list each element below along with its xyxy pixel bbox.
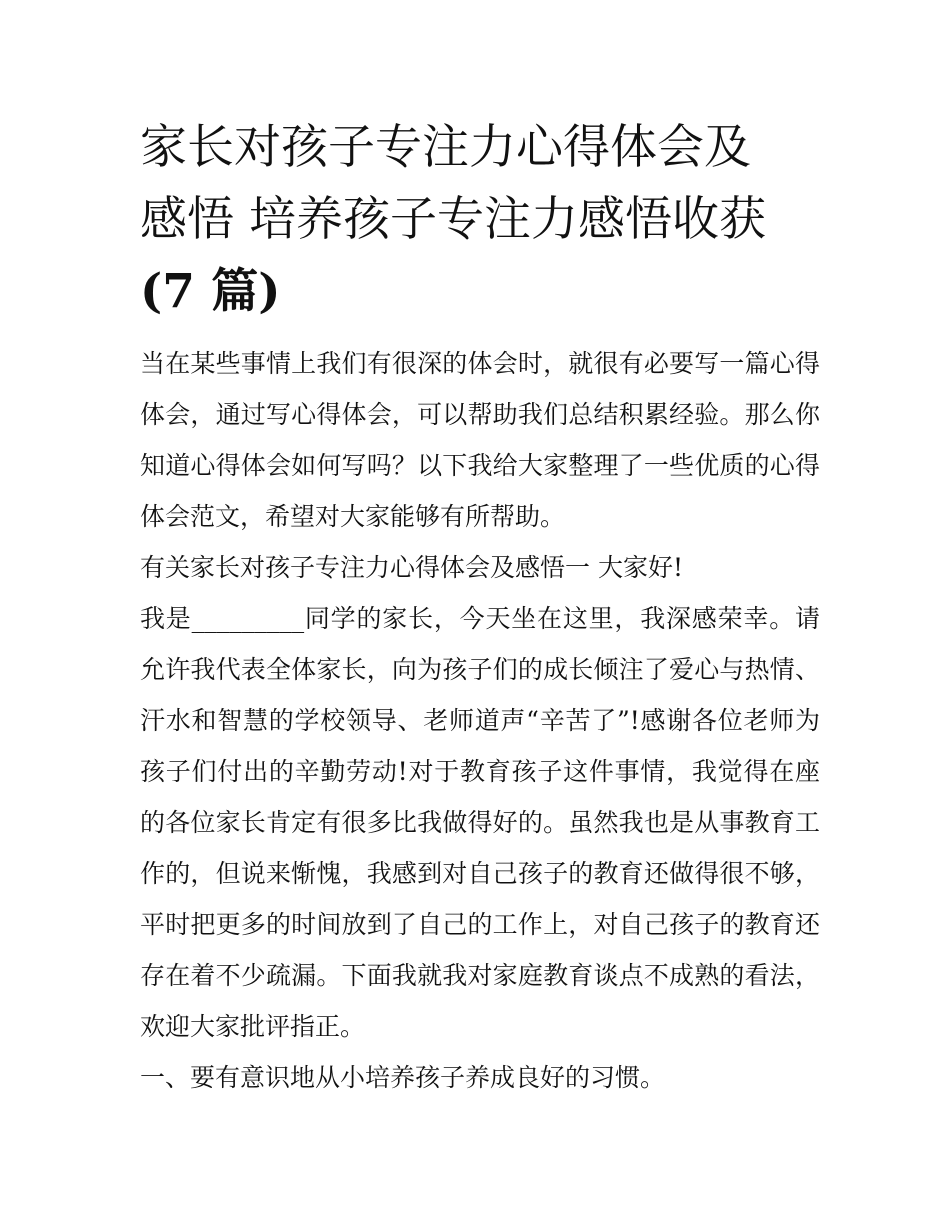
title-line-3: (7 篇)	[140, 264, 281, 319]
section-heading-paragraph: 有关家长对孩子专注力心得体会及感悟一 大家好!	[140, 553, 683, 582]
document-title	[140, 112, 820, 328]
body-paragraph: 我是_________同学的家长，今天坐在这里，我深感荣幸。请允许我代表全体家长，向为孩子们的成长倾注了爱心与热情、汗水和智慧的学校领导、老师道声“辛苦了”!感谢各位老师为孩子们付出的辛勤劳动!对于教育孩子这件事情，我觉得在座的各位家长肯定有很多比我做得好的。虽然我也是从事教育工作的，但说来惭愧，我感到对自己孩子的教育还做得很不够，平时把更多的时间放到了自己的工作上，对自己孩子的教育还存在着不少疏漏。下面我就我对家庭教育谈点不成熟的看法，欢迎大家批评指正。	[140, 604, 820, 1041]
point-one-paragraph: 一、要有意识地从小培养孩子养成良好的习惯。	[140, 1063, 666, 1092]
title-line-2: 感悟 培养孩子专注力感悟收获	[140, 192, 766, 247]
title-line-1: 家长对孩子专注力心得体会及	[140, 120, 751, 175]
document-page	[140, 112, 820, 1103]
intro-paragraph: 当在某些事情上我们有很深的体会时，就很有必要写一篇心得体会，通过写心得体会，可以帮助我们总结积累经验。那么你知道心得体会如何写吗？以下我给大家整理了一些优质的心得体会范文，希望对大家能够有所帮助。	[140, 349, 820, 531]
